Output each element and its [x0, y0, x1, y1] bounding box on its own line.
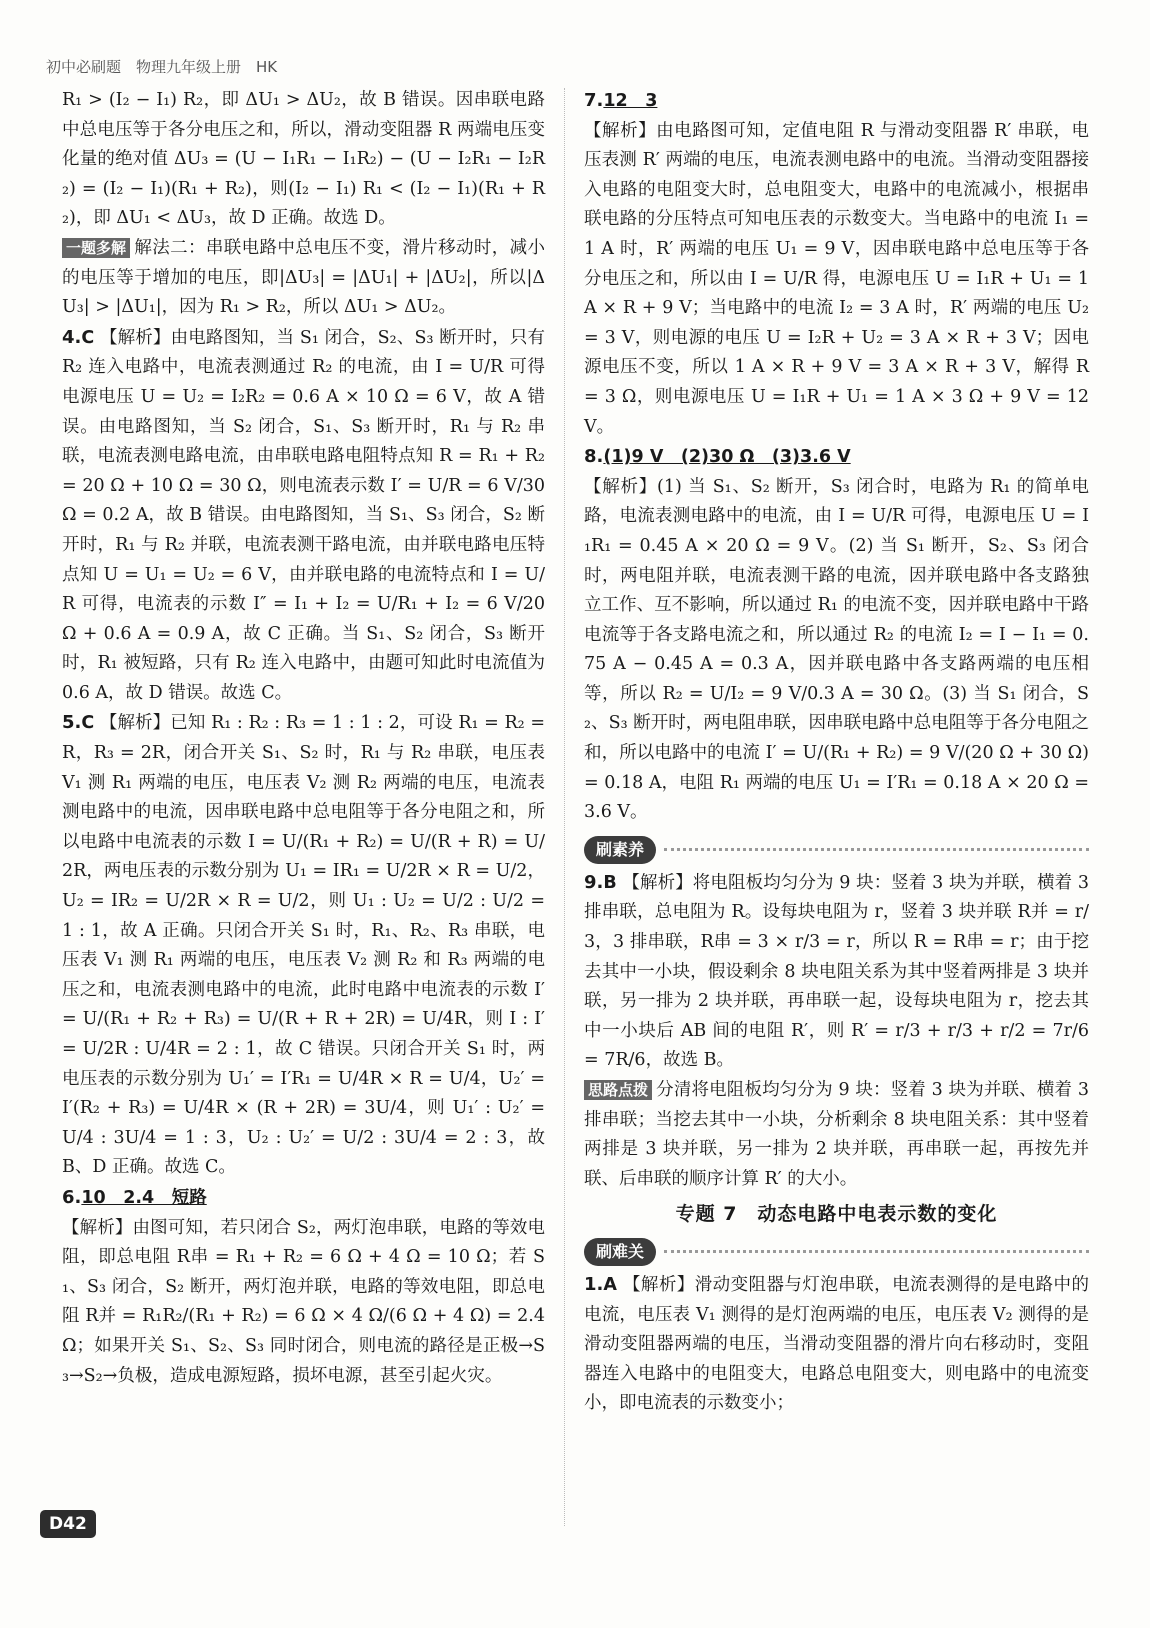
answer-item — [62, 1183, 545, 1214]
answer-key: C — [81, 713, 95, 734]
page-header: 初中必刷题 物理九年级上册 HK — [46, 58, 278, 76]
answer-explanation: 【解析】由电路图知，当 S₁ 闭合，S₂、S₃ 断开时，只有 R₂ 连入电路中，电流表测通过 R₂ 的电流，由 I = U/R 可得电源电压 U = U₂ = I₂R₂ = 0.6 A × 10 Ω = 6 V，故 A 错误。由电路图知，当 S₂ 闭合，S₁、S₃ 断开时，R₁ 与 R₂ 串联，电流表测电路电流，由串联电路电阻特点知 R = R₁ + R₂ = 20 Ω + 10 Ω = 30 Ω，则电流表示数 I′ = U/R = 6 V/30 Ω = 0.2 A，故 B 错误。由电路图知，当 S₁、S₃ 闭合，S₂ 断开时，R₁ 与 R₂ 并联，电流表测干路电流，由并联电路电压特点知 U = U₁ = U₂ = 6 V，由并联电路的电流特点和 I = U/R 可得，电流表的示数 I″ = I₁ + I₂ = U/R₁ + I₂ = 6 V/20 Ω + 0.6 A = 0.9 A，故 C 正确。当 S₁、S₂ 闭合，S₃ 断开时，R₁ 被短路，只有 R₂ 连入电路中，由题可知此时电流值为 0.6 A，故 D 错误。故选 C。 — [62, 327, 545, 703]
column-divider — [564, 88, 565, 1526]
answer-key: 12 3 — [603, 91, 658, 111]
answer-explanation: 【解析】将电阻板均匀分为 9 块：竖着 3 块为并联，横着 3 排串联，总电阻为 R。设每块电阻为 r，竖着 3 块并联 R并 = r/3，3 排串联，R串 = 3 × r/3 = r，所以 R = R串 = r；由于挖去其中一小块，假设剩余 8 块电阻关系为其中竖着两排是 3 块并联，另一排为 2 块并联，再串联一起，设每块电阻为 r，挖去其中一小块后 AB 间的电阻 R′，则 R′ = r/3 + r/3 + r/2 = 7r/6 = 7R/6，故选 B。 — [584, 872, 1089, 1071]
question-number: 1. — [584, 1273, 604, 1295]
explanation-paragraph: R₁ > (I₂ − I₁) R₂，即 ΔU₁ > ΔU₂，故 B 错误。因串联电路中总电压等于各分电压之和，所以，滑动变阻器 R 两端电压变化量的绝对值 ΔU₃ = (U − I₁R₁ − I₁R₂) − (U − I₂R₁ − I₂R₂) = (I₂ − I₁)(R₁ + R₂)，则(I₂ − I₁) R₁ < (I₂ − I₁)(R₁ + R₂)，即 ΔU₁ < ΔU₃，故 D 正确。故选 D。 — [62, 90, 545, 229]
answer-item — [584, 1270, 1089, 1419]
question-number: 8. — [584, 446, 604, 468]
answer-key: C — [81, 327, 95, 348]
section-badge: 刷素养 — [584, 836, 656, 864]
tip-text: 分清将电阻板均匀分为 9 块：竖着 3 块为并联、横着 3 排串联；当挖去其中一小块，分析剩余 8 块电阻关系：其中竖着两排是 3 块并联，另一排为 2 块并联，再串联一起，再按先并联、后串联的顺序计算 R′ 的大小。 — [584, 1080, 1089, 1189]
question-number: 6. — [62, 1186, 82, 1208]
right-column — [584, 86, 1089, 1419]
answer-item — [62, 323, 545, 709]
section-badge: 刷难关 — [584, 1238, 656, 1266]
answer-item — [584, 86, 1089, 117]
explanation-paragraph: 【解析】由电路图可知，定值电阻 R 与滑动变阻器 R′ 串联，电压表测 R′ 两端的电压，电流表测电路中的电流。当滑动变阻器接入电路的电阻变大时，总电阻变大，电路中的电流减小，根据串联电路的分压特点可知电压表的示数变大。当电路中的电流 I₁ = 1 A 时，R′ 两端的电压 U₁ = 9 V，因串联电路中总电压等于各分电压之和，所以由 I = U/R 得，电源电压 U = I₁R + U₁ = 1 A × R + 9 V；当电路中的电流 I₂ = 3 A 时，R′ 两端的电压 U₂ = 3 V，则电源的电压 U = I₂R + U₂ = 3 A × R + 3 V；因电源电压不变，所以 1 A × R + 9 V = 3 A × R + 3 V，解得 R = 3 Ω，则电源电压 U = I₁R + U₁ = 1 A × 3 Ω + 9 V = 12 V。 — [584, 120, 1089, 437]
tip-tag: 一题多解 — [62, 238, 130, 258]
tip-paragraph — [62, 234, 545, 323]
answer-item — [584, 868, 1089, 1076]
question-number: 5. — [62, 712, 82, 734]
question-number: 7. — [584, 90, 604, 111]
question-number: 9. — [584, 871, 604, 893]
page-number-badge: D42 — [40, 1510, 96, 1538]
answer-key: (1)9 V (2)30 Ω (3)3.6 V — [603, 447, 851, 468]
section-banner — [584, 1238, 1089, 1266]
answer-key: 10 2.4 短路 — [81, 1187, 207, 1208]
answer-item — [584, 442, 1089, 473]
explanation-paragraph: 【解析】由图可知，若只闭合 S₂，两灯泡串联，电路的等效电阻，即总电阻 R串 = R₁ + R₂ = 6 Ω + 4 Ω = 10 Ω；若 S₁、S₃ 闭合，S₂ 断开，两灯泡并联，电路的等效电阻，即总电阻 R并 = R₁R₂/(R₁ + R₂) = 6 Ω × 4 Ω/(6 Ω + 4 Ω) = 2.4 Ω；如果开关 S₁、S₂、S₃ 同时闭合，则电流的路径是正极→S₃→S₂→负极，造成电源短路，损坏电源，甚至引起火灾。 — [62, 1217, 545, 1386]
question-number: 4. — [62, 326, 82, 348]
answer-key: B — [603, 872, 617, 893]
dotted-rule — [664, 1250, 1089, 1253]
tip-paragraph — [584, 1076, 1089, 1194]
answer-explanation: 【解析】已知 R₁ : R₂ : R₃ = 1 : 1 : 2，可设 R₁ = R₂ = R，R₃ = 2R，闭合开关 S₁、S₂ 时，R₁ 与 R₂ 串联，电压表 V₁ 测 R₁ 两端的电压，电压表 V₂ 测 R₂ 两端的电压，电流表测电路中的电流，因串联电路中总电阻等于各分电阻之和，所以电路中电流表的示数 I = U/(R₁ + R₂) = U/(R + R) = U/2R，两电压表的示数分别为 U₁ = IR₁ = U/2R × R = U/2，U₂ = IR₂ = U/2R × R = U/2，则 U₁ : U₂ = U/2 : U/2 = 1 : 1，故 A 正确。只闭合开关 S₁ 时，R₁、R₂、R₃ 串联，电压表 V₁ 测 R₁ 两端的电压，电压表 V₂ 测 R₂ 和 R₃ 两端的电压之和，电流表测电路中的电流，此时电路中电流表的示数 I′ = U/(R₁ + R₂ + R₃) = U/(R + R + 2R) = U/4R，则 I : I′ = U/2R : U/4R = 2 : 1，故 C 错误。只闭合开关 S₁ 时，两电压表的示数分别为 U₁′ = I′R₁ = U/4R × R = U/4，U₂′ = I′(R₂ + R₃) = U/4R × (R + 2R) = 3U/4，则 U₁′ : U₂′ = U/4 : 3U/4 = 1 : 3，U₂ : U₂′ = U/2 : 3U/4 = 2 : 3，故 B、D 正确。故选 C。 — [62, 713, 545, 1178]
left-column — [62, 86, 545, 1391]
answer-item — [62, 708, 545, 1183]
dotted-rule — [664, 848, 1089, 851]
answer-key: A — [603, 1274, 617, 1295]
topic-title: 专题 7 动态电路中电表示数的变化 — [675, 1203, 998, 1226]
section-banner — [584, 836, 1089, 864]
answer-explanation: 【解析】滑动变阻器与灯泡串联，电流表测得的是电路中的电流，电压表 V₁ 测得的是灯泡两端的电压，电压表 V₂ 测得的是滑动变阻器两端的电压，当滑动变阻器的滑片向右移动时，变阻器连入电路中的电阻变大，电路总电阻变大，则电路中的电流变小，即电流表的示数变小； — [584, 1274, 1089, 1414]
tip-text: 解法二：串联电路中总电压不变，滑片移动时，减小的电压等于增加的电压，即|ΔU₃| = |ΔU₁| + |ΔU₂|，所以|ΔU₃| > |ΔU₁|，因为 R₁ > R₂，所以 ΔU₁ > ΔU₂。 — [62, 237, 545, 318]
tip-tag: 思路点拨 — [584, 1080, 652, 1100]
explanation-paragraph: 【解析】(1) 当 S₁、S₂ 断开，S₃ 闭合时，电路为 R₁ 的简单电路，电流表测电路中的电流，由 I = U/R 可得，电源电压 U = I₁R₁ = 0.45 A × 20 Ω = 9 V。(2) 当 S₁ 断开，S₂、S₃ 闭合时，两电阻并联，电流表测干路的电流，因并联电路中各支路独立工作、互不影响，所以通过 R₁ 的电流不变，因并联电路中干路电流等于各支路电流之和，所以通过 R₂ 的电流 I₂ = I − I₁ = 0.75 A − 0.45 A = 0.3 A，因并联电路中各支路两端的电压相等，所以 R₂ = U/I₂ = 9 V/0.3 A = 30 Ω。(3) 当 S₁ 闭合，S₂、S₃ 断开时，两电阻串联，因串联电路中总电阻等于各分电阻之和，所以电路中的电流 I′ = U/(R₁ + R₂) = 9 V/(20 Ω + 30 Ω) = 0.18 A，电阻 R₁ 两端的电压 U₁ = I′R₁ = 0.18 A × 20 Ω = 3.6 V。 — [584, 476, 1089, 823]
